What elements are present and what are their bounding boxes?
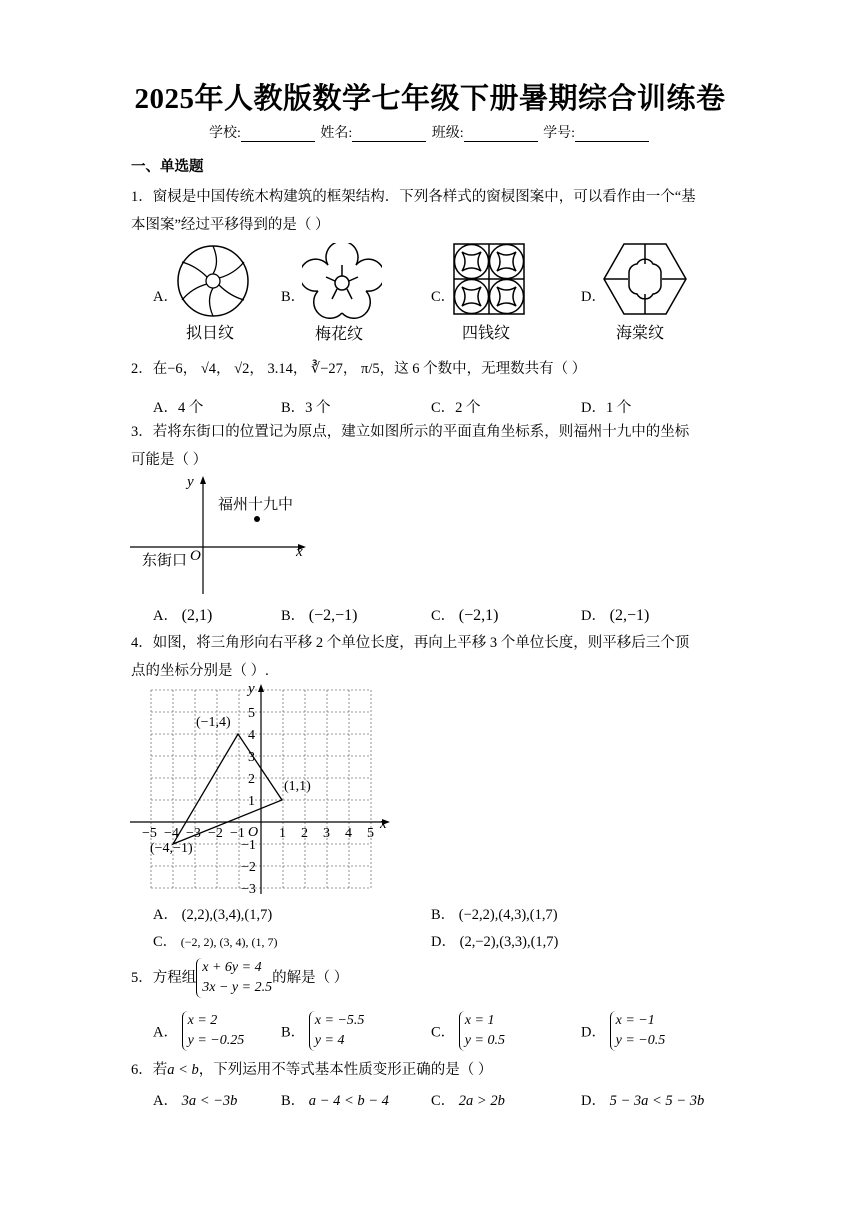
q3-origin-label: O — [190, 548, 201, 564]
name-label: 姓名: — [320, 126, 353, 141]
q4-x-tick: −2 — [208, 826, 223, 841]
q4-y-label: y — [248, 681, 255, 697]
q4-y-tick: 1 — [248, 794, 255, 809]
q4-y-tick: −1 — [241, 838, 256, 853]
q5-answer-d: x = −1 y = −0.5 — [610, 1011, 666, 1051]
school-label: 学校: — [208, 126, 241, 141]
q6-prefix: 6．若 — [131, 1062, 168, 1078]
q4-x-tick: 4 — [345, 826, 352, 841]
q3-option-d[interactable]: D． (2,−1) — [581, 607, 650, 624]
q1-caption-d: 海棠纹 — [616, 323, 665, 342]
q4-x-tick: 1 — [279, 826, 286, 841]
q4-option-c[interactable]: C． (−2, 2), (3, 4), (1, 7) — [153, 934, 278, 950]
section-heading: 一、单选题 — [131, 159, 204, 175]
q3-option-c[interactable]: C． (−2,1) — [431, 607, 499, 624]
q4-answer-b: (−2,2),(4,3),(1,7) — [458, 907, 558, 923]
q3-answer-d: (2,−1) — [609, 607, 650, 624]
q4-option-d[interactable]: D． (2,−2),(3,3),(1,7) — [431, 934, 559, 950]
class-label: 班级: — [431, 126, 464, 141]
q5-option-d[interactable]: D． x = −1 y = −0.5 — [581, 1011, 665, 1051]
q2-item-4: 3.14 — [267, 361, 293, 377]
q1-option-d[interactable]: D． — [581, 289, 606, 305]
q5-option-a[interactable]: A． x = 2 y = −0.25 — [153, 1011, 244, 1051]
q4-y-tick: 4 — [248, 728, 255, 743]
q4-grid-figure — [128, 680, 394, 896]
question-3 — [131, 418, 731, 474]
q6-option-c[interactable]: C． 2a > 2b — [431, 1093, 505, 1109]
question-3-line1: 3．若将东街口的位置记为原点，建立如图所示的平面直角坐标系，则福州十九中的坐标 — [131, 424, 690, 440]
q3-x-label: x — [296, 544, 303, 560]
q4-point-1-label: (−1,4) — [196, 715, 231, 730]
question-4-line1: 4．如图，将三角形向右平移 2 个单位长度，再向上平移 3 个单位长度，则平移后三个顶 — [131, 635, 690, 651]
q3-option-b[interactable]: B． (−2,−1) — [281, 607, 358, 624]
q2-suffix: ，这 6 个数中，无理数共有（ ） — [379, 361, 587, 377]
plum-blossom-figure — [302, 243, 382, 319]
number-blank[interactable] — [575, 129, 649, 142]
q2-option-b[interactable]: B．3 个 — [281, 400, 331, 416]
number-label: 学号: — [543, 126, 576, 141]
q3-answer-b: (−2,−1) — [308, 607, 358, 624]
four-coins-figure — [452, 242, 526, 316]
q4-point-2-label: (1,1) — [284, 779, 311, 794]
q4-y-tick: 5 — [248, 706, 255, 721]
q6-suffix: ，下列运用不等式基本性质变形正确的是（ ） — [198, 1062, 493, 1078]
q4-x-tick: −5 — [142, 826, 157, 841]
question-4 — [131, 629, 731, 685]
q5-answer-c: x = 1 y = 0.5 — [459, 1011, 505, 1051]
q1-option-b[interactable]: B． — [281, 289, 306, 305]
q5-answer-b: x = −5.5 y = 4 — [309, 1011, 365, 1051]
q5-eq2: 3x − y = 2.5 — [202, 980, 273, 995]
q5-system — [196, 958, 272, 998]
sun-pattern-figure — [176, 244, 250, 318]
q4-x-tick: −3 — [186, 826, 201, 841]
q4-option-b[interactable]: B． (−2,2),(4,3),(1,7) — [431, 907, 558, 923]
q2-item-6: π/5 — [361, 361, 380, 377]
school-blank[interactable] — [241, 129, 315, 142]
question-2: 2．在−6， √4， √2， 3.14， ∛−27， π/5，这 6 个数中，无理数共有（ ） — [131, 361, 587, 377]
q2-option-d[interactable]: D．1 个 — [581, 400, 632, 416]
question-5 — [131, 958, 731, 998]
q4-answer-d: (2,−2),(3,3),(1,7) — [459, 934, 559, 950]
q5-option-c[interactable]: C． x = 1 y = 0.5 — [431, 1011, 505, 1051]
q3-coordinate-figure — [128, 472, 310, 598]
q1-caption-c: 四钱纹 — [462, 323, 511, 342]
q1-caption-a: 拟日纹 — [186, 323, 235, 342]
q2-item-5: ∛−27 — [311, 361, 343, 377]
q1-option-c[interactable]: C． — [431, 289, 456, 305]
q4-option-a[interactable]: A． (2,2),(3,4),(1,7) — [153, 907, 273, 923]
q4-x-label: x — [380, 816, 387, 832]
q4-y-tick: 3 — [248, 750, 255, 765]
q3-y-label: y — [187, 474, 194, 490]
q3-street-label: 东街口 — [142, 553, 188, 569]
q4-x-tick: 5 — [367, 826, 374, 841]
q4-x-tick: 2 — [301, 826, 308, 841]
q6-answer-b: a − 4 < b − 4 — [308, 1093, 389, 1109]
q6-condition: a < b — [167, 1062, 199, 1078]
q3-answer-c: (−2,1) — [458, 607, 499, 624]
q4-answer-a: (2,2),(3,4),(1,7) — [181, 907, 273, 923]
q2-item-1: −6 — [167, 361, 183, 377]
question-4-line2: 点的坐标分别是（ ）. — [131, 663, 269, 679]
name-blank[interactable] — [352, 129, 426, 142]
q4-y-tick: −2 — [241, 860, 256, 875]
q6-answer-d: 5 − 3a < 5 − 3b — [609, 1093, 705, 1109]
q4-x-tick: 3 — [323, 826, 330, 841]
q6-answer-c: 2a > 2b — [458, 1093, 505, 1109]
q4-point-3-label: (−4,−1) — [150, 841, 193, 856]
q4-origin-label: O — [248, 825, 259, 840]
q4-x-tick: −1 — [230, 826, 245, 841]
question-1-line2: 本图案”经过平移得到的是（ ） — [131, 217, 330, 233]
q6-option-b[interactable]: B． a − 4 < b − 4 — [281, 1093, 389, 1109]
question-6 — [131, 1056, 731, 1084]
q1-caption-b: 梅花纹 — [315, 324, 364, 343]
q5-prefix: 5．方程组 — [131, 970, 197, 986]
crabapple-figure — [602, 242, 688, 316]
q5-suffix: 的解是（ ） — [272, 970, 349, 986]
q2-option-a[interactable]: A．4 个 — [153, 400, 204, 416]
student-info-line — [0, 122, 860, 142]
q5-eq1: x + 6y = 4 — [202, 960, 262, 975]
q6-option-a[interactable]: A． 3a < −3b — [153, 1093, 238, 1109]
q2-option-c[interactable]: C．2 个 — [431, 400, 481, 416]
q2-item-2: √4 — [200, 361, 217, 377]
q6-answer-a: 3a < −3b — [181, 1093, 238, 1109]
q3-answer-a: (2,1) — [181, 607, 213, 624]
q6-option-d[interactable]: D． 5 − 3a < 5 − 3b — [581, 1093, 705, 1109]
q3-school-point — [254, 516, 260, 522]
q4-y-tick: 2 — [248, 772, 255, 787]
class-blank[interactable] — [464, 129, 538, 142]
q2-item-3: √2 — [234, 361, 250, 377]
q5-answer-a: x = 2 y = −0.25 — [182, 1011, 245, 1051]
q1-option-a[interactable]: A． — [153, 289, 178, 305]
q4-y-tick: −3 — [241, 882, 256, 896]
question-1-line1: 1．窗棂是中国传统木构建筑的框架结构．下列各样式的窗棂图案中，可以看作由一个“基 — [131, 189, 696, 205]
q3-option-a[interactable]: A． (2,1) — [153, 607, 213, 624]
q5-option-b[interactable]: B． x = −5.5 y = 4 — [281, 1011, 364, 1051]
q4-x-tick: −4 — [164, 826, 179, 841]
question-3-line2: 可能是（ ） — [131, 452, 208, 468]
q3-school-label: 福州十九中 — [218, 497, 294, 513]
q2-prefix: 2．在 — [131, 361, 168, 377]
page-title: 2025年人教版数学七年级下册暑期综合训练卷 — [134, 83, 726, 115]
question-1 — [131, 183, 731, 239]
q4-answer-c: (−2, 2), (3, 4), (1, 7) — [180, 935, 278, 949]
